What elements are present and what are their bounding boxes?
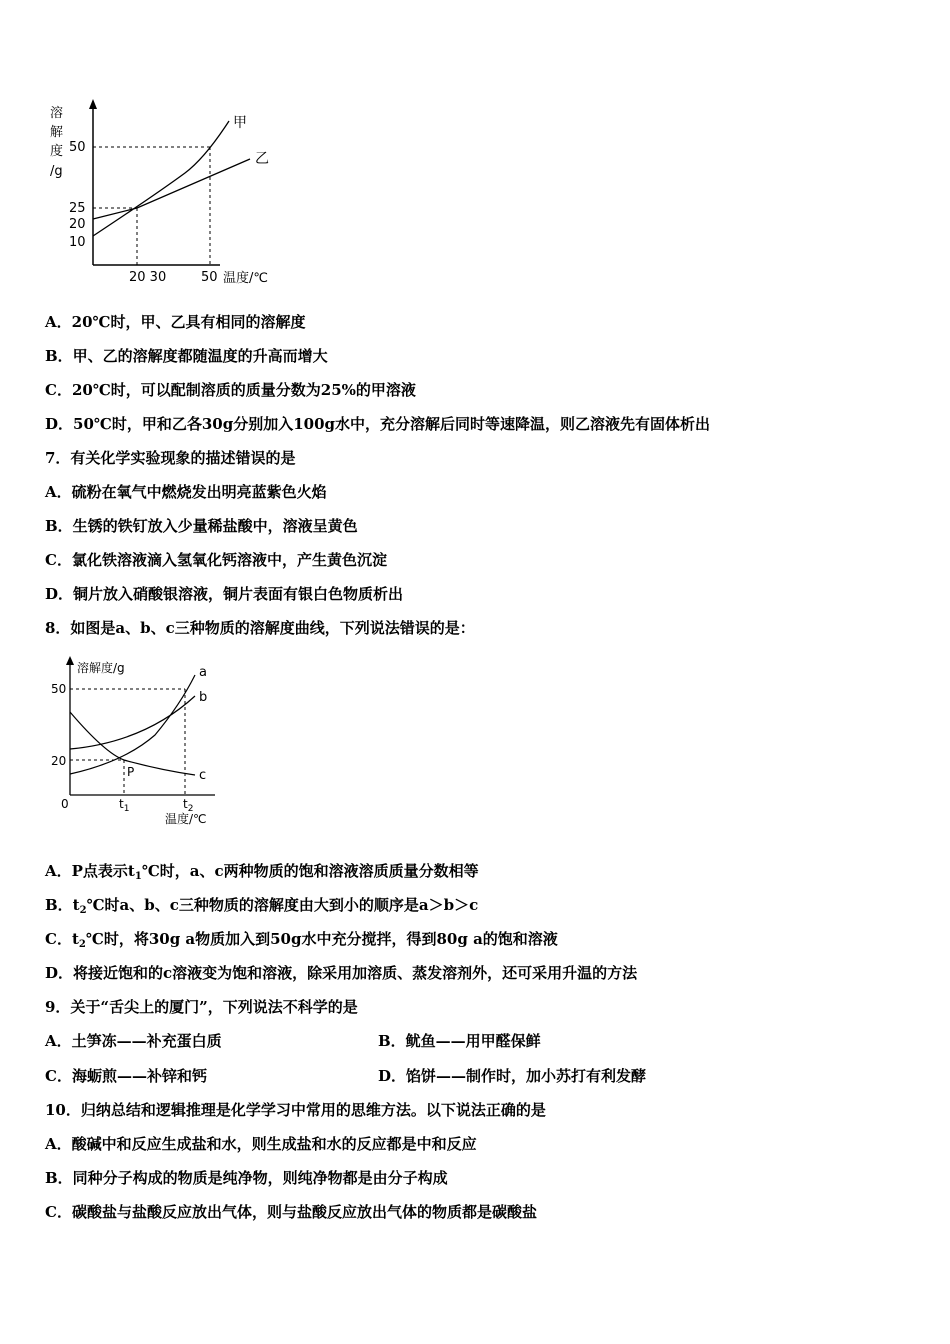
chart2-ylabel: 溶解度/g (77, 661, 125, 675)
q8-option-a: A．P点表示$t_1℃$时，a、c两种物质的饱和溶液溶质质量分数相等 (45, 862, 479, 882)
q9-option-b: B．鱿鱼——用甲醛保鲜 (378, 1032, 541, 1050)
chart2-xlabel: 温度/℃ (165, 812, 207, 826)
chart1-y-arrow (89, 99, 97, 109)
chart1-label-jia: 甲 (233, 115, 247, 131)
chart1-xtick-50: 50 (201, 270, 218, 285)
chart1-label-yi: 乙 (255, 151, 269, 167)
q9-option-c: C．海蛎煎——补锌和钙 (45, 1067, 207, 1085)
q6-option-a: A．20℃时，甲、乙具有相同的溶解度 (45, 313, 306, 331)
q8-option-c: C．$t_2℃$时，将30g a物质加入到50g水中充分搅拌，得到80g a的饱和溶液 (45, 930, 558, 950)
q10-option-c: C．碳酸盐与盐酸反应放出气体，则与盐酸反应放出气体的物质都是碳酸盐 (45, 1203, 537, 1221)
q8-option-d: D．将接近饱和的c溶液变为饱和溶液，除采用加溶质、蒸发溶剂外，还可采用升温的方法 (45, 964, 638, 982)
chart2-ytick-20: 20 (51, 754, 67, 768)
chart1-ylabel-char: 溶 (50, 106, 64, 121)
chart2-ytick-50: 50 (51, 682, 67, 696)
chart2-label-b: b (199, 690, 208, 705)
q10-option-b: B．同种分子构成的物质是纯净物，则纯净物都是由分子构成 (45, 1169, 448, 1187)
q6-option-c: C．20℃时，可以配制溶质的质量分数为25%的甲溶液 (45, 381, 416, 399)
q7-option-b: B．生锈的铁钉放入少量稀盐酸中，溶液呈黄色 (45, 517, 358, 535)
solubility-chart-2 (45, 650, 235, 830)
q9-stem: 9．关于“舌尖上的厦门”，下列说法不科学的是 (45, 998, 358, 1016)
q10-stem: 10．归纳总结和逻辑推理是化学学习中常用的思维方法。以下说法正确的是 (45, 1101, 546, 1119)
chart2-origin: 0 (61, 797, 69, 811)
q8-option-b: B．$t_2℃$时a、b、c三种物质的溶解度由大到小的顺序是a＞b＞c (45, 896, 479, 916)
chart2-curve-b (70, 696, 195, 749)
q7-stem: 7．有关化学实验现象的描述错误的是 (45, 449, 296, 467)
chart2-xtick-t2: $t_2$ (183, 797, 194, 814)
solubility-chart-1 (45, 95, 285, 290)
q9-option-a: A．土笋冻——补充蛋白质 (45, 1032, 222, 1050)
chart1-xlabel: 温度/℃ (223, 271, 268, 286)
chart1-xtick-20-30: 20 30 (129, 270, 167, 285)
q7-option-a: A．硫粉在氧气中燃烧发出明亮蓝紫色火焰 (45, 483, 327, 501)
chart1-ytick-20: 20 (69, 217, 86, 232)
q6-option-b: B．甲、乙的溶解度都随温度的升高而增大 (45, 347, 328, 365)
q6-option-d: D．50℃时，甲和乙各30g分别加入100g水中，充分溶解后同时等速降温，则乙溶液先有固体析出 (45, 415, 711, 433)
q9-option-d: D．馅饼——制作时，加小苏打有利发酵 (378, 1067, 647, 1085)
chart1-curve-yi (93, 159, 250, 219)
chart1-ytick-50: 50 (69, 140, 86, 155)
chart1-ylabel-char: 度 (50, 144, 64, 159)
chart1-ytick-25: 25 (69, 201, 86, 216)
chart2-xtick-t1: $t_1$ (119, 797, 130, 814)
chart1-ylabel-char: /g (50, 164, 63, 179)
chart1-ytick-10: 10 (69, 235, 86, 250)
chart2-curve-a (70, 675, 195, 774)
chart1-curve-jia (93, 121, 229, 236)
q7-option-d: D．铜片放入硝酸银溶液，铜片表面有银白色物质析出 (45, 585, 404, 603)
chart2-point-p: P (127, 765, 135, 779)
q7-option-c: C．氯化铁溶液滴入氢氧化钙溶液中，产生黄色沉淀 (45, 551, 387, 569)
chart2-label-c: c (199, 768, 207, 783)
q10-option-a: A．酸碱中和反应生成盐和水，则生成盐和水的反应都是中和反应 (45, 1135, 477, 1153)
chart2-y-arrow (66, 656, 74, 665)
q8-stem: 8．如图是a、b、c三种物质的溶解度曲线，下列说法错误的是： (45, 619, 475, 637)
chart1-ylabel-char: 解 (50, 125, 64, 140)
chart2-label-a: a (199, 665, 207, 680)
